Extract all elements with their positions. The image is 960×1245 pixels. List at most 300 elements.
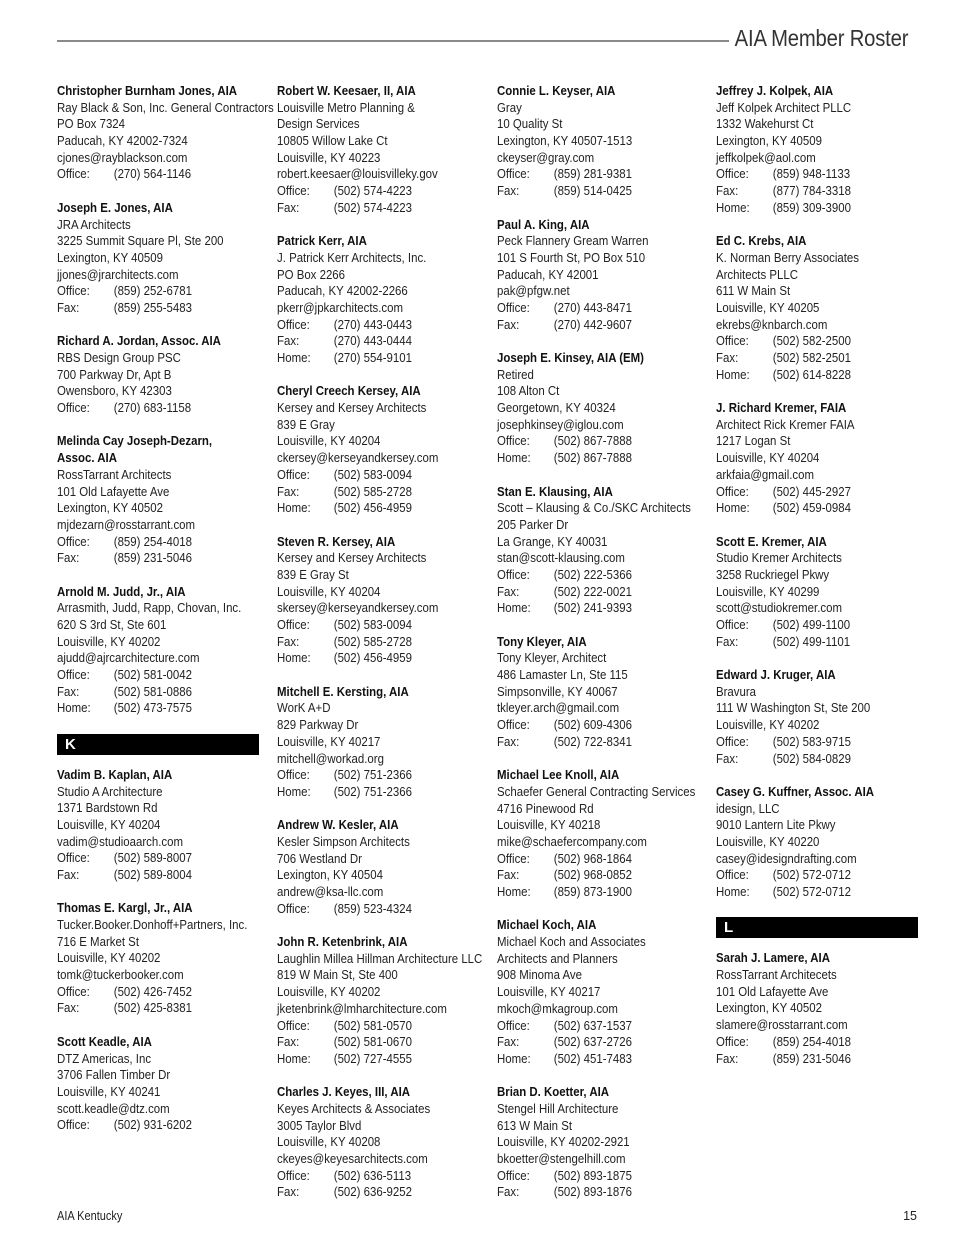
member-address-line: 611 W Main St — [716, 283, 791, 299]
phone-number: (502) 751-2366 — [333, 767, 412, 783]
phone-label: Office: — [277, 1167, 310, 1183]
member-phone-row — [497, 1051, 703, 1068]
phone-number: (502) 574-4223 — [333, 199, 412, 215]
phone-label: Office: — [716, 483, 749, 499]
member-email[interactable]: vadim@studioaarch.com — [57, 833, 184, 849]
phone-number: (859) 231-5046 — [772, 1050, 851, 1066]
member-address-line: Louisville, KY 40202 — [716, 717, 820, 733]
member-address-line: K. Norman Berry Associates — [716, 249, 860, 265]
phone-label: Office: — [57, 850, 90, 866]
member-phone-row — [277, 350, 483, 367]
member-phone-row — [716, 867, 922, 884]
member-name: Michael Koch, AIA — [497, 917, 597, 933]
member-address-line: Kersey and Kersey Architects — [277, 550, 427, 566]
member-address-line: RossTarrant Architects — [57, 466, 172, 482]
member-address-line: Paducah, KY 42002-2266 — [277, 283, 408, 299]
member-address-line: Lexington, KY 40502 — [716, 1000, 822, 1016]
member-email[interactable]: jjones@jrarchitects.com — [57, 266, 179, 282]
member-phone-row — [716, 734, 922, 751]
member-address-line: Louisville, KY 40205 — [716, 299, 820, 315]
member-address-line: Scott – Klausing & Co./SKC Architects — [497, 500, 691, 516]
member-entry — [497, 484, 701, 618]
member-name: Joseph E. Jones, AIA — [57, 199, 173, 215]
member-address-line: 1332 Wakehurst Ct — [716, 116, 814, 132]
member-phone-row — [57, 1000, 263, 1017]
member-name: Stan E. Klausing, AIA — [497, 483, 613, 499]
member-entry — [277, 684, 481, 801]
member-phone-row — [716, 200, 922, 217]
member-address-line: 3258 Ruckriegel Pkwy — [716, 566, 830, 582]
phone-label: Fax: — [716, 1050, 739, 1066]
member-name: Michael Lee Knoll, AIA — [497, 767, 620, 783]
phone-label: Home: — [716, 366, 750, 382]
member-email[interactable]: bkoetter@stengelhill.com — [497, 1151, 626, 1166]
member-address-line: Stengel Hill Architecture — [497, 1100, 619, 1116]
member-entry — [716, 950, 920, 1067]
phone-label: Home: — [277, 500, 311, 516]
member-entry — [277, 934, 481, 1068]
member-address-line: 839 E Gray — [277, 416, 335, 432]
member-email[interactable]: ajudd@ajrcarchitecture.com — [57, 650, 200, 666]
member-name: Patrick Kerr, AIA — [277, 233, 367, 249]
phone-number: (859) 948-1133 — [772, 166, 851, 182]
member-address-line: 3225 Summit Square Pl, Ste 200 — [57, 233, 224, 249]
phone-number: (270) 442-9607 — [553, 316, 632, 332]
phone-label: Office: — [497, 1017, 530, 1033]
member-email[interactable]: ckersey@kerseyandkersey.com — [277, 450, 439, 466]
member-phone-row — [277, 784, 483, 801]
member-name: Vadim B. Kaplan, AIA — [57, 766, 173, 782]
member-phone-row — [57, 684, 263, 701]
member-name: John R. Ketenbrink, AIA — [277, 934, 408, 950]
member-address-line: idesign, LLC — [716, 800, 780, 816]
member-email[interactable]: arkfaia@gmail.com — [716, 466, 815, 482]
phone-number: (502) 751-2366 — [333, 783, 412, 799]
phone-number: (859) 523-4324 — [333, 900, 412, 916]
member-name: Assoc. AIA — [57, 450, 117, 466]
member-address-line: WorK A+D — [277, 700, 331, 716]
member-phone-row — [57, 283, 263, 300]
member-email[interactable]: casey@idesigndrafting.com — [716, 850, 857, 866]
member-address-line: Lexington, KY 40502 — [57, 500, 163, 516]
member-name: Paul A. King, AIA — [497, 216, 590, 232]
member-phone-row — [497, 584, 703, 601]
member-name: Casey G. Kuffner, Assoc. AIA — [716, 783, 875, 799]
phone-number: (502) 241-9393 — [553, 600, 632, 616]
member-address-line: Jeff Kolpek Architect PLLC — [716, 99, 852, 115]
member-address-line: Bravura — [716, 683, 757, 699]
phone-number: (502) 459-0984 — [772, 500, 851, 516]
member-entry — [57, 200, 261, 317]
member-email[interactable]: andrew@ksa-llc.com — [277, 884, 384, 899]
member-address-line: Louisville, KY 40223 — [277, 149, 381, 165]
phone-number: (859) 281-9381 — [553, 166, 632, 182]
phone-number: (502) 222-0021 — [553, 583, 632, 599]
member-email[interactable]: mitchell@workad.org — [277, 750, 384, 766]
member-address-line: 700 Parkway Dr, Apt B — [57, 366, 172, 382]
phone-label: Home: — [716, 199, 750, 215]
member-address-line: Lexington, KY 40509 — [57, 249, 163, 265]
member-address-line: PO Box 7324 — [57, 116, 126, 132]
member-email[interactable]: mike@schaefercompany.com — [497, 833, 647, 849]
member-phone-row — [57, 700, 263, 717]
phone-number: (502) 582-2501 — [772, 350, 851, 365]
member-address-line: Kesler Simpson Architects — [277, 833, 410, 849]
footer-publication: AIA Kentucky — [57, 1209, 123, 1223]
phone-label: Fax: — [497, 316, 520, 332]
member-address-line: 839 E Gray St — [277, 566, 349, 582]
phone-number: (270) 683-1158 — [113, 400, 192, 416]
phone-label: Office: — [497, 850, 530, 866]
member-name: Tony Kleyer, AIA — [497, 633, 587, 649]
phone-label: Office: — [277, 617, 310, 632]
member-name: Joseph E. Kinsey, AIA (EM) — [497, 350, 644, 365]
member-phone-row — [716, 333, 922, 350]
phone-label: Office: — [497, 166, 530, 182]
member-phone-row — [57, 867, 263, 884]
phone-number: (502) 585-2728 — [333, 633, 412, 649]
member-address-line: J. Patrick Kerr Architects, Inc. — [277, 249, 427, 265]
member-email[interactable]: jketenbrink@lmharchitecture.com — [277, 1000, 447, 1016]
member-address-line: Georgetown, KY 40324 — [497, 400, 616, 416]
member-address-line: Retired — [497, 366, 534, 382]
member-phone-row — [497, 1034, 703, 1051]
phone-number: (270) 443-8471 — [553, 299, 632, 315]
phone-number: (502) 574-4223 — [333, 183, 412, 199]
phone-number: (502) 637-1537 — [553, 1017, 632, 1033]
member-phone-row — [497, 851, 703, 868]
section-letter-l: L — [716, 917, 918, 938]
member-name: Sarah J. Lamere, AIA — [716, 950, 830, 966]
phone-number: (502) 451-7483 — [553, 1050, 632, 1066]
member-address-line: Laughlin Millea Hillman Architecture LLC — [277, 950, 483, 966]
member-entry — [497, 917, 701, 1067]
phone-label: Fax: — [497, 183, 520, 199]
member-email[interactable]: pak@pfgw.net — [497, 283, 570, 299]
member-address-line: 486 Lamaster Ln, Ste 115 — [497, 667, 628, 683]
member-address-line: Louisville, KY 40204 — [277, 583, 381, 599]
member-address-line: 10805 Willow Lake Ct — [277, 133, 388, 149]
member-address-line: Schaefer General Contracting Services — [497, 783, 696, 799]
page-number: 15 — [903, 1209, 917, 1223]
member-phone-row — [716, 1051, 922, 1068]
member-address-line: La Grange, KY 40031 — [497, 533, 608, 549]
page-title: AIA Member Roster — [734, 25, 908, 51]
member-name: Andrew W. Kesler, AIA — [277, 817, 399, 833]
member-address-line: 101 Old Lafayette Ave — [57, 483, 170, 499]
member-address-line: 9010 Lantern Lite Pkwy — [716, 817, 836, 833]
member-phone-row — [497, 867, 703, 884]
phone-number: (502) 722-8341 — [553, 733, 632, 749]
phone-number: (859) 254-4018 — [113, 533, 192, 549]
member-entry — [716, 534, 920, 651]
member-email[interactable]: tkleyer.arch@gmail.com — [497, 700, 620, 716]
member-name: Charles J. Keyes, III, AIA — [277, 1084, 411, 1100]
phone-label: Office: — [497, 299, 530, 315]
member-name: Scott E. Kremer, AIA — [716, 533, 827, 549]
phone-label: Office: — [277, 767, 310, 783]
member-phone-row — [497, 450, 703, 467]
phone-number: (502) 572-0712 — [772, 884, 851, 899]
member-address-line: Architect Rick Kremer FAIA — [716, 416, 855, 432]
member-phone-row — [497, 567, 703, 584]
member-phone-row — [716, 884, 922, 901]
phone-number: (502) 893-1875 — [553, 1167, 632, 1183]
member-phone-row — [716, 500, 922, 517]
phone-number: (502) 609-4306 — [553, 717, 632, 733]
member-name: Steven R. Kersey, AIA — [277, 533, 396, 549]
phone-number: (859) 514-0425 — [553, 183, 632, 199]
member-address-line: Louisville, KY 40202 — [57, 950, 161, 966]
member-phone-row — [277, 634, 483, 651]
member-phone-row — [277, 767, 483, 784]
phone-label: Office: — [277, 183, 310, 199]
phone-number: (502) 572-0712 — [772, 867, 851, 883]
member-address-line: Louisville, KY 40220 — [716, 833, 820, 849]
member-email[interactable]: robert.keesaer@louisvilleky.gov — [277, 166, 438, 182]
member-email[interactable]: mkoch@mkagroup.com — [497, 1000, 618, 1016]
member-phone-row — [497, 1184, 703, 1201]
member-email[interactable]: tomk@tuckerbooker.com — [57, 967, 184, 983]
member-phone-row — [716, 617, 922, 634]
phone-label: Home: — [497, 884, 531, 899]
member-entry — [497, 767, 701, 901]
member-entry — [716, 233, 920, 383]
member-address-line: 111 W Washington St, Ste 200 — [716, 700, 871, 716]
roster-column-2 — [277, 83, 481, 1218]
member-email[interactable]: stan@scott-klausing.com — [497, 550, 625, 566]
phone-number: (502) 583-0094 — [333, 466, 412, 482]
member-name: Jeffrey J. Kolpek, AIA — [716, 83, 834, 98]
member-phone-row — [277, 200, 483, 217]
member-address-line: 101 Old Lafayette Ave — [716, 983, 829, 999]
member-address-line: Louisville, KY 40299 — [716, 583, 820, 599]
section-letter-k: K — [57, 734, 259, 755]
member-address-line: Lexington, KY 40507-1513 — [497, 133, 633, 149]
phone-number: (502) 583-0094 — [333, 617, 412, 632]
member-address-line: Louisville Metro Planning & — [277, 99, 415, 115]
member-name: Christopher Burnham Jones, AIA — [57, 83, 238, 98]
member-entry — [277, 1084, 481, 1201]
member-entry — [57, 433, 261, 567]
member-address-line: Louisville, KY 40204 — [716, 450, 820, 466]
phone-label: Fax: — [57, 1000, 80, 1016]
member-entry — [277, 534, 481, 668]
phone-label: Office: — [57, 283, 90, 299]
phone-number: (502) 425-8381 — [113, 1000, 192, 1016]
member-address-line: 1217 Logan St — [716, 433, 791, 449]
phone-label: Home: — [277, 1050, 311, 1066]
phone-number: (859) 252-6781 — [113, 283, 192, 299]
member-address-line: Tony Kleyer, Architect — [497, 650, 607, 666]
member-email[interactable]: pkerr@jpkarchitects.com — [277, 299, 404, 315]
member-address-line: 620 S 3rd St, Ste 601 — [57, 617, 167, 632]
phone-number: (859) 873-1900 — [553, 884, 632, 899]
phone-number: (502) 426-7452 — [113, 983, 192, 999]
phone-number: (502) 456-4959 — [333, 500, 412, 516]
member-address-line: Louisville, KY 40202-2921 — [497, 1134, 630, 1150]
member-phone-row — [716, 751, 922, 768]
phone-label: Office: — [57, 533, 90, 549]
member-address-line: Ray Black & Son, Inc. General Contractors — [57, 99, 274, 115]
phone-label: Fax: — [716, 183, 739, 199]
phone-label: Fax: — [716, 350, 739, 365]
phone-label: Office: — [57, 983, 90, 999]
member-address-line: 4716 Pinewood Rd — [497, 800, 594, 816]
member-phone-row — [277, 650, 483, 667]
member-email[interactable]: ckeyser@gray.com — [497, 149, 595, 165]
member-address-line: 10 Quality St — [497, 116, 563, 132]
member-entry — [497, 634, 701, 751]
member-address-line: 613 W Main St — [497, 1117, 572, 1133]
member-address-line: Paducah, KY 42001 — [497, 266, 599, 282]
member-phone-row — [277, 333, 483, 350]
phone-number: (270) 443-0444 — [333, 333, 412, 349]
member-email[interactable]: scott.keadle@dtz.com — [57, 1100, 170, 1116]
member-address-line: Louisville, KY 40218 — [497, 817, 601, 833]
member-address-line: Architects and Planners — [497, 950, 618, 966]
member-phone-row — [57, 984, 263, 1001]
member-address-line: PO Box 2266 — [277, 266, 346, 282]
phone-number: (502) 614-8228 — [772, 366, 851, 382]
member-address-line: Keyes Architects & Associates — [277, 1100, 431, 1116]
phone-label: Office: — [716, 333, 749, 349]
member-phone-row — [497, 717, 703, 734]
member-address-line: Louisville, KY 40202 — [277, 984, 381, 1000]
member-phone-row — [277, 467, 483, 484]
member-address-line: Owensboro, KY 42303 — [57, 383, 172, 399]
phone-label: Office: — [497, 433, 530, 449]
member-phone-row — [497, 166, 703, 183]
member-phone-row — [277, 500, 483, 517]
member-entry — [497, 83, 701, 200]
member-phone-row — [277, 317, 483, 334]
member-entry — [57, 584, 261, 718]
phone-label: Office: — [277, 1017, 310, 1033]
member-entry — [57, 83, 274, 183]
phone-label: Home: — [277, 783, 311, 799]
member-name: Ed C. Krebs, AIA — [716, 233, 807, 249]
member-address-line: 3706 Fallen Timber Dr — [57, 1067, 171, 1083]
member-address-line: 108 Alton Ct — [497, 383, 560, 399]
member-address-line: 908 Minoma Ave — [497, 967, 582, 983]
member-address-line: 101 S Fourth St, PO Box 510 — [497, 249, 646, 265]
phone-number: (502) 581-0570 — [333, 1017, 412, 1033]
member-name: J. Richard Kremer, FAIA — [716, 400, 847, 416]
phone-number: (502) 589-8004 — [113, 866, 192, 882]
member-address-line: Louisville, KY 40202 — [57, 633, 161, 649]
phone-number: (502) 636-5113 — [333, 1167, 412, 1183]
member-email[interactable]: scott@studiokremer.com — [716, 600, 843, 616]
phone-label: Home: — [716, 500, 750, 516]
member-name: Scott Keadle, AIA — [57, 1033, 152, 1049]
phone-label: Fax: — [277, 199, 300, 215]
roster-column-4 — [716, 83, 920, 1084]
member-email[interactable]: jeffkolpek@aol.com — [716, 149, 816, 165]
member-phone-row — [277, 484, 483, 501]
member-address-line: Simpsonville, KY 40067 — [497, 683, 618, 699]
phone-number: (502) 584-0829 — [772, 750, 851, 766]
phone-label: Home: — [277, 350, 311, 365]
phone-number: (502) 968-0852 — [553, 867, 632, 883]
phone-label: Fax: — [497, 583, 520, 599]
phone-number: (877) 784-3318 — [772, 183, 851, 199]
member-address-line: 1371 Bardstown Rd — [57, 800, 158, 816]
phone-number: (502) 636-9252 — [333, 1184, 412, 1200]
member-phone-row — [277, 1184, 483, 1201]
member-address-line: 3005 Taylor Blvd — [277, 1117, 362, 1133]
member-phone-row — [716, 634, 922, 651]
phone-label: Fax: — [497, 733, 520, 749]
member-name: Richard A. Jordan, Assoc. AIA — [57, 333, 221, 349]
phone-label: Office: — [57, 667, 90, 683]
roster-column-1 — [57, 83, 274, 1151]
member-email[interactable]: cjones@rayblackson.com — [57, 149, 188, 165]
phone-number: (502) 585-2728 — [333, 483, 412, 499]
member-entry — [716, 667, 920, 767]
phone-label: Fax: — [497, 1034, 520, 1050]
member-phone-row — [497, 433, 703, 450]
phone-number: (502) 582-2500 — [772, 333, 851, 349]
member-phone-row — [277, 1018, 483, 1035]
member-name: Arnold M. Judd, Jr., AIA — [57, 583, 186, 599]
phone-label: Fax: — [716, 633, 739, 649]
phone-number: (502) 499-1101 — [772, 633, 851, 649]
member-address-line: DTZ Americas, Inc — [57, 1050, 152, 1066]
member-email[interactable]: mjdezarn@rosstarrant.com — [57, 516, 196, 532]
member-phone-row — [57, 667, 263, 684]
member-address-line: Kersey and Kersey Architects — [277, 400, 427, 416]
phone-number: (502) 456-4959 — [333, 650, 412, 666]
phone-number: (502) 473-7575 — [113, 700, 192, 716]
member-address-line: 829 Parkway Dr — [277, 717, 359, 733]
phone-number: (502) 581-0670 — [333, 1034, 412, 1050]
phone-number: (270) 443-0443 — [333, 316, 412, 332]
phone-label: Office: — [497, 1167, 530, 1183]
member-email[interactable]: ckeyes@keyesarchitects.com — [277, 1151, 428, 1166]
member-name: Thomas E. Kargl, Jr., AIA — [57, 900, 193, 916]
member-phone-row — [716, 484, 922, 501]
member-email[interactable]: ekrebs@knbarch.com — [716, 316, 828, 332]
member-phone-row — [716, 166, 922, 183]
member-address-line: Louisville, KY 40204 — [277, 433, 381, 449]
member-entry — [57, 900, 261, 1017]
member-address-line: Studio A Architecture — [57, 783, 163, 799]
member-name: Melinda Cay Joseph-Dezarn, — [57, 433, 213, 449]
member-phone-row — [497, 300, 703, 317]
phone-number: (502) 581-0042 — [113, 667, 192, 683]
member-phone-row — [277, 617, 483, 634]
phone-label: Fax: — [57, 550, 80, 566]
member-address-line: Peck Flannery Gream Warren — [497, 233, 649, 249]
phone-label: Office: — [497, 566, 530, 582]
member-entry — [497, 1084, 701, 1201]
member-address-line: RBS Design Group PSC — [57, 350, 181, 365]
member-email[interactable]: josephkinsey@iglou.com — [497, 416, 624, 432]
phone-number: (502) 931-6202 — [113, 1117, 192, 1133]
phone-label: Fax: — [497, 1184, 520, 1200]
member-phone-row — [497, 183, 703, 200]
member-entry — [57, 1034, 261, 1134]
member-address-line: RossTarrant Architecets — [716, 967, 837, 983]
phone-label: Home: — [277, 650, 311, 666]
member-email[interactable]: skersey@kerseyandkersey.com — [277, 600, 439, 616]
phone-label: Office: — [277, 466, 310, 482]
member-email[interactable]: slamere@rosstarrant.com — [716, 1017, 848, 1033]
phone-label: Office: — [57, 1117, 90, 1133]
member-address-line: 706 Westland Dr — [277, 850, 362, 866]
phone-label: Office: — [716, 166, 749, 182]
